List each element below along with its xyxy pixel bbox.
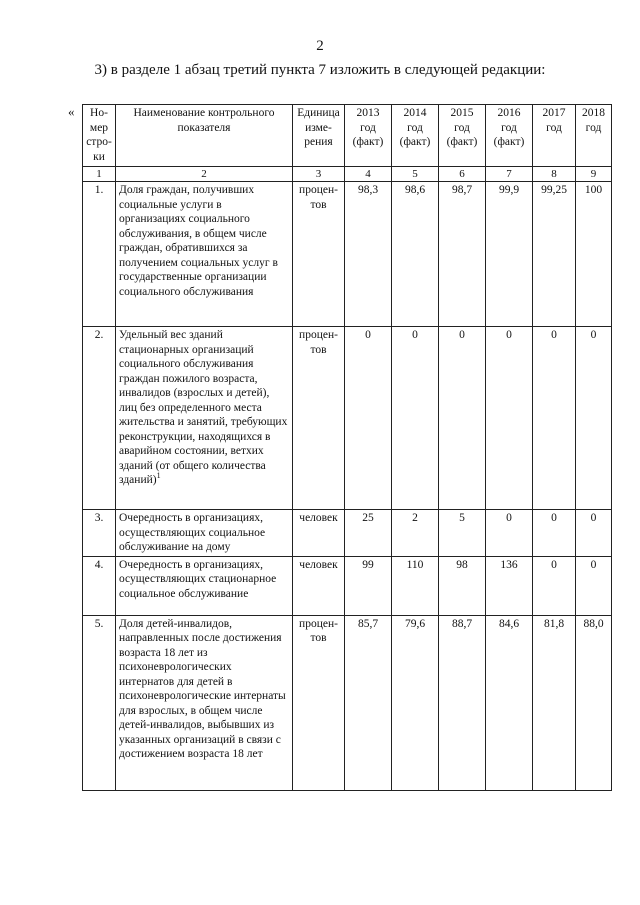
value-2018: 88,0 [576, 615, 612, 790]
unit-cell: процен-тов [293, 615, 345, 790]
footnote-marker: 1 [156, 471, 161, 481]
value-2013: 25 [345, 510, 392, 557]
table-row [83, 327, 612, 510]
unit-cell: человек [293, 556, 345, 615]
unit-cell: процен-тов [293, 327, 345, 510]
table-row [83, 615, 612, 790]
header-unit: Единица изме-рения [293, 105, 345, 167]
header-2018: 2018 год [576, 105, 612, 167]
column-number: 3 [293, 167, 345, 182]
value-2013: 0 [345, 327, 392, 510]
value-2018: 0 [576, 556, 612, 615]
header-2017: 2017 год [533, 105, 576, 167]
header-2013: 2013 год (факт) [345, 105, 392, 167]
column-number: 1 [83, 167, 116, 182]
table-row [83, 556, 612, 615]
opening-quote: « [68, 104, 75, 119]
unit-cell: человек [293, 510, 345, 557]
value-2015: 0 [439, 327, 486, 510]
header-2015: 2015 год (факт) [439, 105, 486, 167]
indicator-name: Удельный вес зданий стационарных организаций социального обслуживания граждан пожилого возраста, инвалидов (взрослых и детей), лиц без определенного места жительства и занятий, требующих реконструкции, находящихся в аварийном состоянии, ветхих зданий (от общего количества зданий) [119, 329, 288, 486]
column-number: 7 [486, 167, 533, 182]
value-2014: 98,6 [392, 182, 439, 327]
column-number-row [83, 167, 612, 182]
header-2014: 2014 год (факт) [392, 105, 439, 167]
indicator-name: Доля детей-инвалидов, направленных после достижения возраста 18 лет из психоневрологических интернатов для детей в психоневрологические интернаты для взрослых, в общем числе детей-инвалидов, выбывших из указанных организаций в связи с достижением возраста 18 лет [116, 615, 293, 790]
value-2017: 99,25 [533, 182, 576, 327]
table-row [83, 510, 612, 557]
value-2013: 85,7 [345, 615, 392, 790]
column-number: 6 [439, 167, 486, 182]
indicator-name: Очередность в организациях, осуществляющих социальное обслуживание на дому [116, 510, 293, 557]
value-2018: 100 [576, 182, 612, 327]
value-2014: 2 [392, 510, 439, 557]
row-number: 5. [83, 615, 116, 790]
header-2016: 2016 год (факт) [486, 105, 533, 167]
column-number: 4 [345, 167, 392, 182]
value-2018: 0 [576, 327, 612, 510]
value-2015: 98 [439, 556, 486, 615]
value-2017: 0 [533, 327, 576, 510]
indicator-name: Доля граждан, получивших социальные услуги в организациях социального обслуживания, в общем числе граждан, обратившихся за получением социальных услуг в государственные организации социального обслуживания [116, 182, 293, 327]
value-2016: 136 [486, 556, 533, 615]
value-2015: 88,7 [439, 615, 486, 790]
unit-cell: процен-тов [293, 182, 345, 327]
value-2017: 81,8 [533, 615, 576, 790]
value-2015: 5 [439, 510, 486, 557]
header-indicator-name: Наименование контрольного показателя [116, 105, 293, 167]
value-2017: 0 [533, 510, 576, 557]
value-2016: 99,9 [486, 182, 533, 327]
value-2014: 110 [392, 556, 439, 615]
column-number: 5 [392, 167, 439, 182]
table-header-row [83, 105, 612, 167]
value-2014: 79,6 [392, 615, 439, 790]
value-2016: 0 [486, 510, 533, 557]
indicator-name: Очередность в организациях, осуществляющих стационарное социальное обслуживание [116, 556, 293, 615]
row-number: 4. [83, 556, 116, 615]
value-2016: 0 [486, 327, 533, 510]
row-number: 3. [83, 510, 116, 557]
indicator-name-cell [116, 327, 293, 510]
indicators-table [82, 104, 612, 791]
row-number: 2. [83, 327, 116, 510]
value-2014: 0 [392, 327, 439, 510]
value-2013: 98,3 [345, 182, 392, 327]
table-row [83, 182, 612, 327]
value-2016: 84,6 [486, 615, 533, 790]
value-2018: 0 [576, 510, 612, 557]
header-row-number: Но-мер стро-ки [83, 105, 116, 167]
column-number: 2 [116, 167, 293, 182]
column-number: 9 [576, 167, 612, 182]
value-2013: 99 [345, 556, 392, 615]
value-2017: 0 [533, 556, 576, 615]
amendment-instruction: 3) в разделе 1 абзац третий пункта 7 изложить в следующей редакции: [94, 62, 546, 78]
value-2015: 98,7 [439, 182, 486, 327]
column-number: 8 [533, 167, 576, 182]
row-number: 1. [83, 182, 116, 327]
page-number: 2 [316, 38, 324, 54]
